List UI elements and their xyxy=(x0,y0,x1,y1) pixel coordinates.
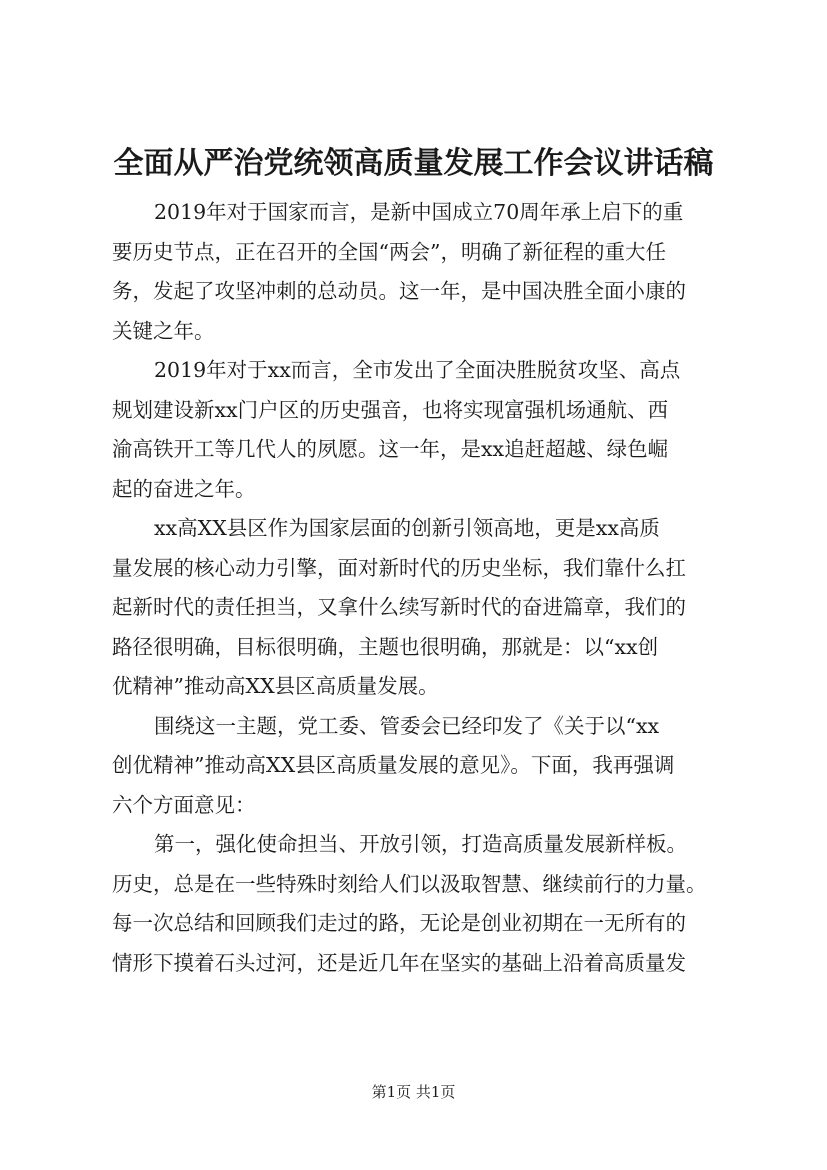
page-footer: 第1页 共1页 xyxy=(371,1083,456,1101)
paragraph-line: 路径很明确，目标很明确，主题也很明确，那就是：以“xx创 xyxy=(112,634,659,659)
paragraph-line: 起的奋进之年。 xyxy=(112,476,256,501)
paragraph-line: 要历史节点，正在召开的全国“两会”，明确了新征程的重大任 xyxy=(112,239,666,264)
paragraph-line: 起新时代的责任担当，又拿什么续写新时代的奋进篇章，我们的 xyxy=(112,595,686,619)
paragraph-line: 规划建设新xx门户区的历史强音，也将实现富强机场通航、西 xyxy=(112,397,669,422)
paragraph-line: 渝高铁开工等几代人的夙愿。这一年，是xx追赶超越、绿色崛 xyxy=(112,437,669,461)
document-title: 全面从严治党统领高质量发展工作会议讲话稿 xyxy=(113,146,714,181)
paragraph-line: 优精神”推动高XX县区高质量发展。 xyxy=(112,674,439,698)
paragraph-line: 六个方面意见： xyxy=(112,792,256,817)
paragraph-line: xx高XX县区作为国家层面的创新引领高地，更是xx高质 xyxy=(154,516,660,540)
paragraph-line: 历史，总是在一些特殊时刻给人们以汲取智慧、继续前行的力量。 xyxy=(112,871,707,896)
paragraph-line: 情形下摸着石头过河，还是近几年在坚实的基础上沿着高质量发 xyxy=(112,950,686,975)
paragraph-line: 每一次总结和回顾我们走过的路，无论是创业初期在一无所有的 xyxy=(112,911,686,935)
paragraph-line: 创优精神”推动高XX县区高质量发展的意见》。下面，我再强调 xyxy=(112,753,675,777)
paragraph-line: 关键之年。 xyxy=(112,318,215,343)
paragraph-line: 2019年对于国家而言，是新中国成立70周年承上启下的重 xyxy=(154,200,684,224)
paragraph-line: 围绕这一主题，党工委、管委会已经印发了《关于以“xx xyxy=(154,713,660,738)
paragraph-line: 第一，强化使命担当、开放引领，打造高质量发展新样板。 xyxy=(154,832,687,856)
paragraph-line: 2019年对于xx而言，全市发出了全面决胜脱贫攻坚、高点 xyxy=(154,358,681,382)
paragraph-line: 量发展的核心动力引擎，面对新时代的历史坐标，我们靠什么扛 xyxy=(112,555,686,580)
paragraph-line: 务，发起了攻坚冲刺的总动员。这一年，是中国决胜全面小康的 xyxy=(112,279,686,303)
document-body xyxy=(112,193,732,983)
